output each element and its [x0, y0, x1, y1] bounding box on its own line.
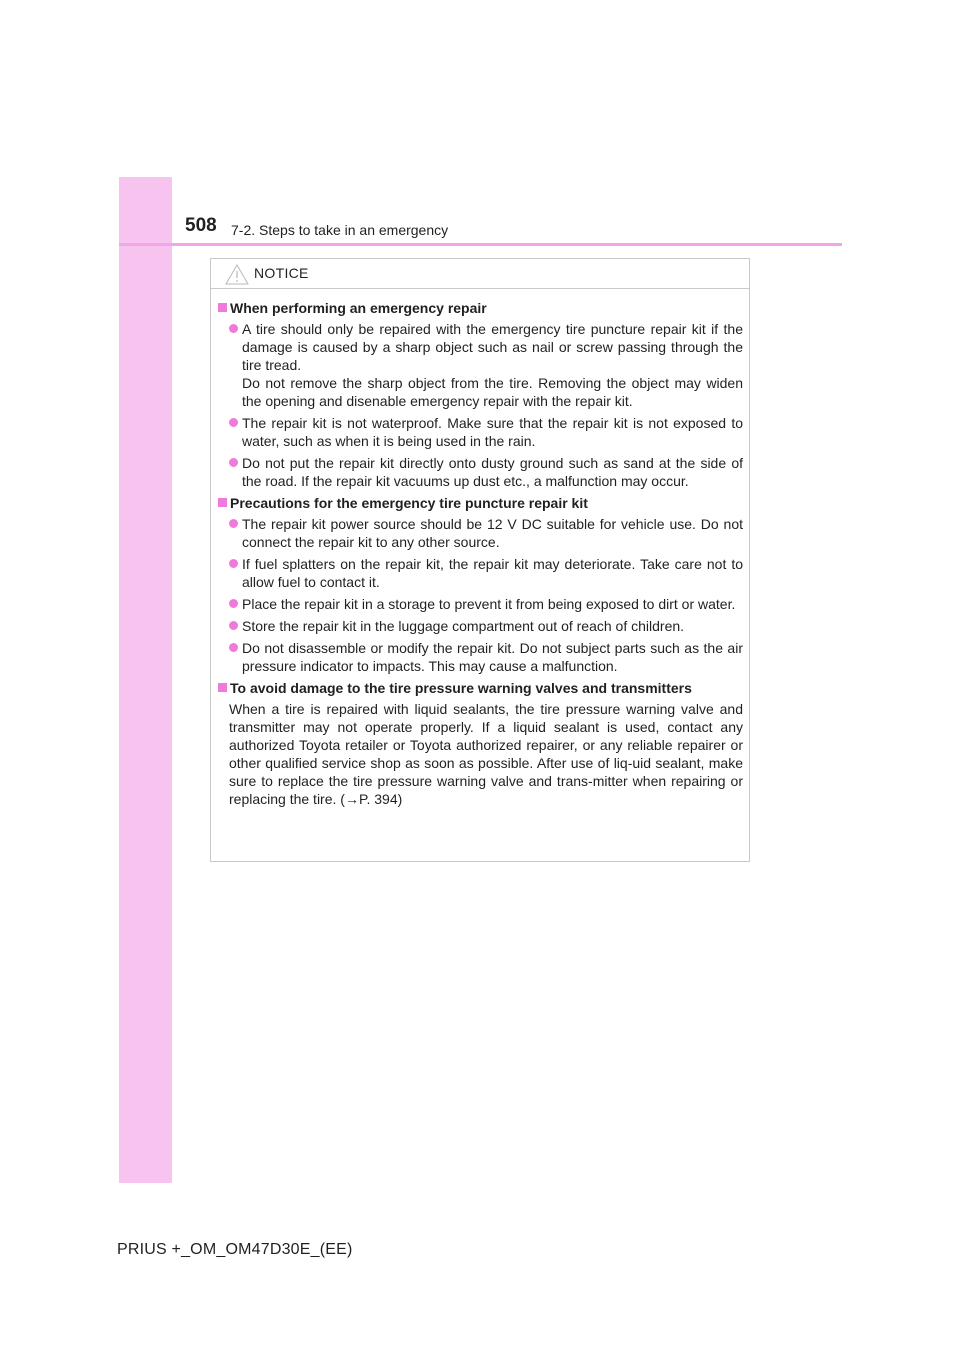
bullet-text: The repair kit power source should be 12 V DC suitable for vehicle use. Do not connect the repair kit to any other source. — [242, 516, 743, 550]
bullet-text: The repair kit is not waterproof. Make sure that the repair kit is not exposed to water, such as when it is being used in the rain. — [242, 415, 743, 449]
bullet-text: Place the repair kit in a storage to prevent it from being exposed to dirt or water. — [242, 596, 736, 612]
notice-title: NOTICE — [254, 265, 309, 281]
bullet-item — [217, 454, 743, 490]
document-code: PRIUS +_OM_OM47D30E_(EE) — [117, 1241, 353, 1258]
bullet-text: Do not remove the sharp object from the tire. Removing the object may widen the opening and disenable emergency repair with the repair kit. — [242, 375, 743, 409]
notice-box — [210, 258, 750, 862]
bullet-text: Store the repair kit in the luggage compartment out of reach of children. — [242, 618, 685, 634]
notice-header — [211, 259, 749, 289]
section-heading: To avoid damage to the tire pressure warning valves and transmitters — [217, 679, 743, 697]
bullet-text: If fuel splatters on the repair kit, the repair kit may deteriorate. Take care not to allow fuel to contact it. — [242, 556, 743, 590]
section-heading: Precautions for the emergency tire puncture repair kit — [217, 494, 743, 512]
bullet-text: Do not disassemble or modify the repair kit. Do not subject parts such as the air pressure indicator to impacts. This may cause a malfunction. — [242, 640, 743, 674]
section-heading: When performing an emergency repair — [217, 299, 743, 317]
section-paragraph: When a tire is repaired with liquid sealants, the tire pressure warning valve and transmitter may not operate properly. If a liquid sealant is used, contact any authorized Toyota retailer or Toyota authorized repairer, or any reliable repairer or other qualified service shop as soon as possible. After use of liq-uid sealant, make sure to replace the tire pressure warning valve and trans-mitter when repairing or replacing the tire. (→P. 394) — [229, 701, 743, 807]
bullet-item — [217, 555, 743, 591]
bullet-item — [217, 595, 743, 613]
header-rule — [119, 243, 842, 246]
bullet-item — [217, 617, 743, 635]
chapter-side-tab — [119, 177, 172, 1183]
warning-triangle-icon — [225, 264, 249, 285]
bullet-item — [217, 515, 743, 551]
bullet-item — [217, 639, 743, 675]
page-number: 508 — [185, 215, 217, 236]
bullet-item — [217, 414, 743, 450]
bullet-text: A tire should only be repaired with the emergency tire puncture repair kit if the damage is caused by a sharp object such as nail or screw passing through the tire tread. — [242, 321, 743, 373]
bullet-text: Do not put the repair kit directly onto dusty ground such as sand at the side of the road. If the repair kit vacuums up dust etc., a malfunction may occur. — [242, 455, 743, 489]
section-title: 7-2. Steps to take in an emergency — [231, 222, 449, 238]
notice-body — [211, 289, 749, 808]
bullet-item — [217, 320, 743, 410]
